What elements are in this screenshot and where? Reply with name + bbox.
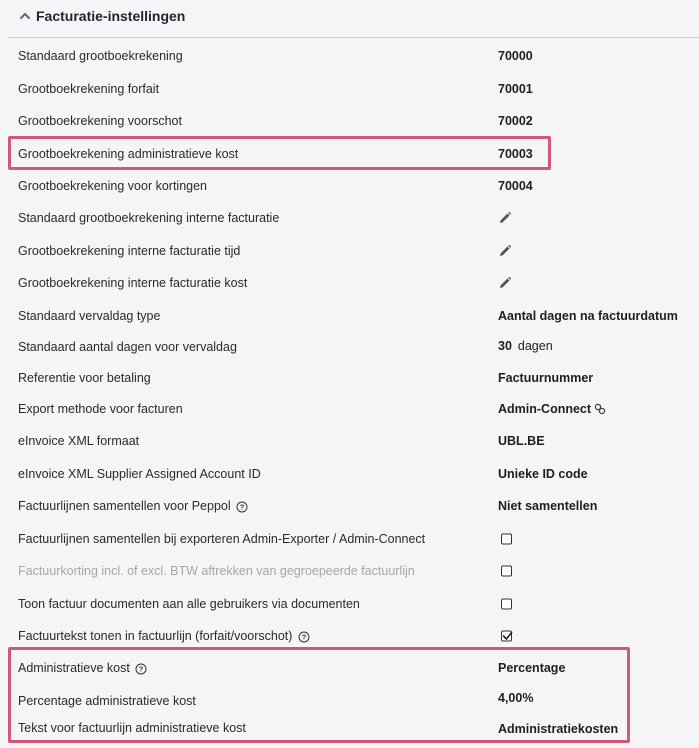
setting-value[interactable]: Niet samentellen xyxy=(498,499,598,513)
setting-label xyxy=(18,629,310,643)
checkmark-icon xyxy=(501,630,514,643)
chevron-up-icon[interactable] xyxy=(18,9,32,23)
checkbox[interactable] xyxy=(501,566,512,577)
setting-label: Standaard vervaldag type xyxy=(18,309,161,323)
setting-value[interactable]: 70001 xyxy=(498,82,533,96)
info-icon[interactable] xyxy=(135,663,147,675)
setting-row-internal-billing-ledger xyxy=(8,204,699,232)
setting-value xyxy=(498,599,512,610)
setting-row-admin-cost xyxy=(8,654,699,682)
setting-row-ledger-admin-cost xyxy=(8,140,699,168)
export-method-text: Admin-Connect xyxy=(498,402,592,416)
setting-row-payment-reference xyxy=(8,364,699,392)
setting-value xyxy=(498,276,512,290)
setting-row-einvoice-format xyxy=(8,427,699,455)
checkbox-checked[interactable] xyxy=(501,631,512,642)
setting-value xyxy=(498,631,512,642)
setting-label: Standaard grootboekrekening xyxy=(18,49,183,63)
svg-text:?: ? xyxy=(239,502,245,512)
svg-text:?: ? xyxy=(301,632,307,642)
setting-row-due-days xyxy=(8,333,699,361)
section-title: Facturatie-instellingen xyxy=(36,8,186,24)
setting-row-admin-cost-percentage xyxy=(8,684,699,712)
checkbox[interactable] xyxy=(501,534,512,545)
due-days-number: 30 xyxy=(498,338,512,353)
setting-label-text: Factuurlijnen samentellen voor Peppol xyxy=(18,499,231,513)
pencil-icon[interactable] xyxy=(498,211,512,225)
setting-row-einvoice-supplier-id xyxy=(8,460,699,488)
setting-row-export-method xyxy=(8,395,699,423)
setting-value[interactable]: Administratiekosten xyxy=(498,722,619,737)
setting-label: Grootboekrekening interne facturatie tijd xyxy=(18,244,241,258)
setting-label: Toon factuur documenten aan alle gebruikers via documenten xyxy=(18,597,360,611)
setting-row-discount-vat xyxy=(8,557,699,585)
setting-label: Grootboekrekening administratieve kost xyxy=(18,147,239,161)
setting-row-ledger-advance xyxy=(8,107,699,135)
setting-value xyxy=(498,566,512,577)
setting-row-admin-cost-text xyxy=(8,714,699,742)
setting-row-invoice-text-line xyxy=(8,622,699,650)
setting-value[interactable]: UBL.BE xyxy=(498,434,545,448)
svg-text:?: ? xyxy=(139,664,144,674)
setting-label: Export methode voor facturen xyxy=(18,402,183,416)
setting-label-text: Administratieve kost xyxy=(18,661,130,675)
setting-value[interactable]: Percentage xyxy=(498,661,566,675)
section-header[interactable] xyxy=(18,8,185,24)
setting-label: eInvoice XML Supplier Assigned Account ID xyxy=(18,467,261,481)
setting-label: Grootboekrekening forfait xyxy=(18,82,160,96)
pencil-icon[interactable] xyxy=(498,244,512,258)
setting-row-due-date-type xyxy=(8,302,699,330)
setting-value xyxy=(498,534,512,545)
setting-value[interactable]: 70004 xyxy=(498,179,533,193)
setting-value[interactable]: 70003 xyxy=(498,147,533,161)
setting-label: Referentie voor betaling xyxy=(18,371,151,385)
info-icon[interactable] xyxy=(236,501,248,513)
setting-label: Standaard aantal dagen voor vervaldag xyxy=(18,340,237,354)
setting-row-merge-export xyxy=(8,525,699,553)
setting-label: Grootboekrekening voorschot xyxy=(18,114,182,128)
setting-value xyxy=(498,244,512,258)
setting-row-internal-billing-time xyxy=(8,237,699,265)
setting-label-text: Factuurtekst tonen in factuurlijn (forfait/voorschot) xyxy=(18,629,293,643)
setting-row-ledger-discounts xyxy=(8,172,699,200)
setting-value[interactable]: 70000 xyxy=(498,49,533,63)
info-icon[interactable] xyxy=(298,631,310,643)
setting-value xyxy=(498,211,512,225)
setting-row-peppol-merge xyxy=(8,492,699,520)
setting-value[interactable]: 4,00% xyxy=(498,691,534,705)
setting-label: Grootboekrekening interne facturatie kost xyxy=(18,276,248,290)
setting-label: Tekst voor factuurlijn administratieve kost xyxy=(18,721,246,735)
setting-value[interactable] xyxy=(498,339,553,353)
setting-row-show-documents xyxy=(8,590,699,618)
setting-value[interactable]: Unieke ID code xyxy=(498,467,588,481)
setting-label: eInvoice XML formaat xyxy=(18,434,140,448)
setting-label: Standaard grootboekrekening interne facturatie xyxy=(18,211,280,225)
setting-value[interactable]: Factuurnummer xyxy=(498,371,594,385)
setting-value[interactable] xyxy=(498,402,606,416)
checkbox[interactable] xyxy=(501,599,512,610)
setting-label: Percentage administratieve kost xyxy=(18,693,196,708)
section-divider xyxy=(8,37,699,38)
setting-label: Factuurlijnen samentellen bij exporteren Admin-Exporter / Admin-Connect xyxy=(18,532,426,546)
setting-row-ledger-forfait xyxy=(8,75,699,103)
setting-label xyxy=(18,661,147,675)
setting-value[interactable]: Aantal dagen na factuurdatum xyxy=(498,309,678,323)
setting-label: Grootboekrekening voor kortingen xyxy=(18,179,208,193)
link-icon[interactable] xyxy=(594,403,606,415)
pencil-icon[interactable] xyxy=(498,276,512,290)
setting-row-internal-billing-cost xyxy=(8,269,699,297)
setting-label xyxy=(18,499,248,513)
due-days-unit: dagen xyxy=(517,338,553,353)
setting-row-default-ledger xyxy=(8,42,699,70)
setting-label: Factuurkorting incl. of excl. BTW aftrekken van gegroepeerde factuurlijn xyxy=(18,564,415,578)
setting-value[interactable]: 70002 xyxy=(498,114,533,128)
